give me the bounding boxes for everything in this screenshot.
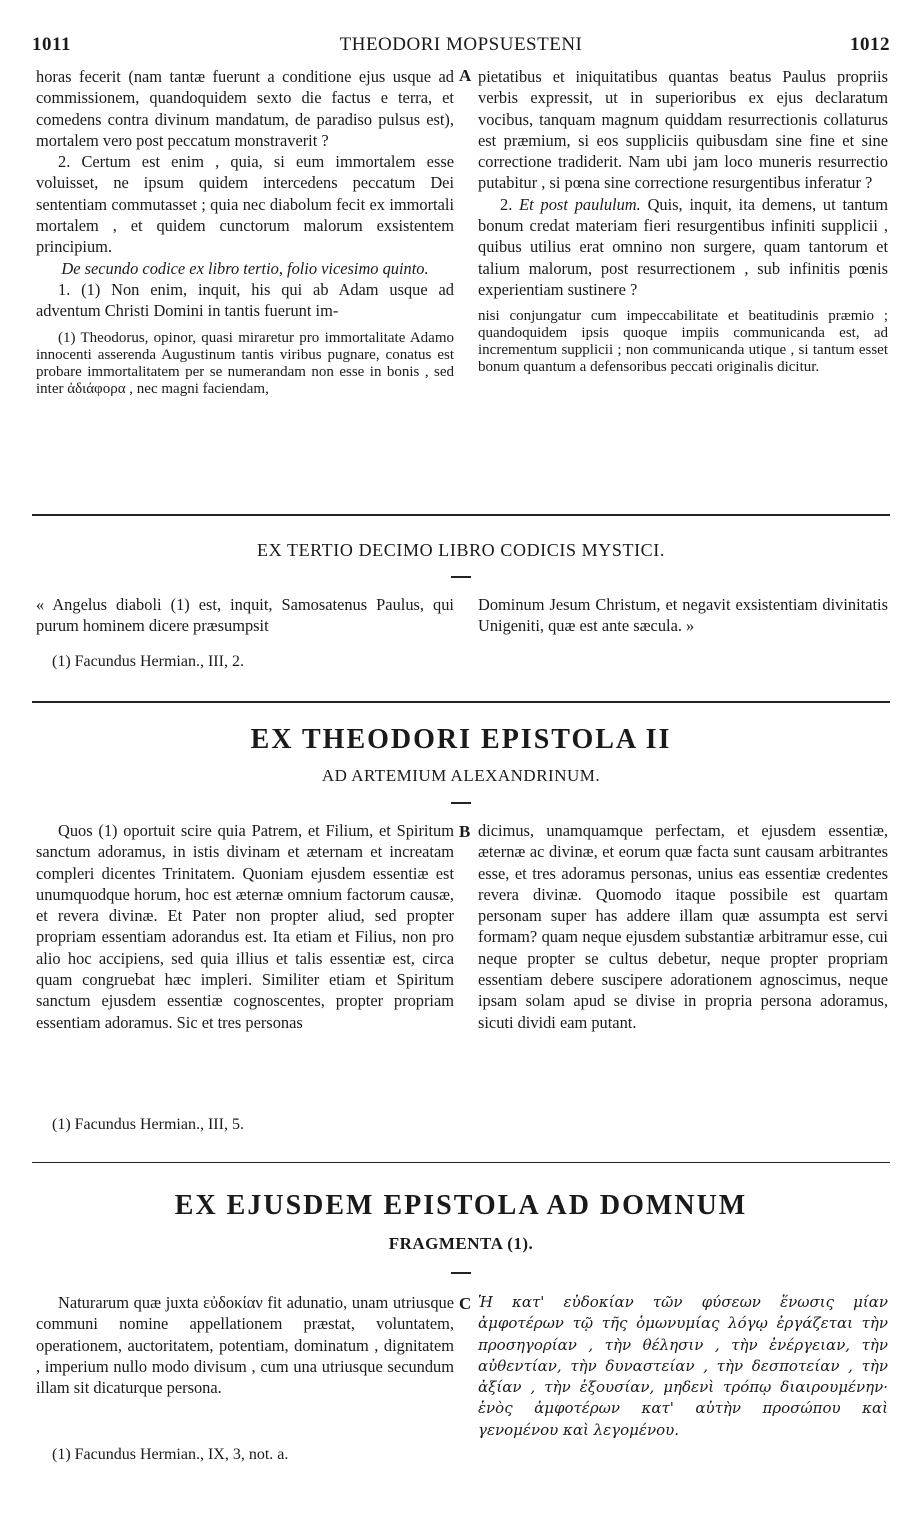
section4-greek-text: Ἡ κατ' εὐδοκίαν τῶν φύσεων ἕνωσις μίαν ἀμφοτέρων τῷ τῆς ὁμωνυμίας λόγῳ ἐργάζεται τὴν προσηγορίαν , τὴν θέλησιν , τὴν ἐνέργειαν, τὴν αὐθεντίαν, τὴν δυναστείαν , τὴν δεσποτείαν , τὴν ἀξίαν , τὴν ἐξουσίαν, μηδενὶ τρόπῳ διαιρουμένην· ἑνὸς ἀμφοτέρων κατ' αὐτὴν προσώπου καὶ γενομένου καὶ λεγομένου. xyxy=(478,1293,888,1439)
section1-left-paragraph-2: 2. Certum est enim , quia, si eum immortalem esse voluisset, ne ipsum quidem intercedens peccatum Dei sententiam commutasset ; quia nec diabolum fecit ex immortali mortalem , et quidem cunctorum malorum exsistentem principium. xyxy=(36,152,454,257)
left-page-number: 1011 xyxy=(32,34,71,55)
section3-right-text: dicimus, unamquamque perfectam, et ejusdem essentiæ, æternæ ac divinæ, et eorum quæ facta sunt causam arbitrantes esse, et tres adoramus personas, unius eas essentiæ credentes revera divinæ. Quomodo itaque possibile est quartam personam super has addere illam quæ assumpta est servi formam? quam neque ejusdem substantiæ arbitramur esse, cui neque propter se cultus debetur, neque propter propriam essentiam debere suscipere adorationem agnoscimus, neque ipsam solam apud se divise in propria persona adoramus, sicuti dividi eam putant. xyxy=(478,821,888,1032)
section3-title: EX THEODORI EPISTOLA II xyxy=(250,724,672,755)
section4-left-text: Naturarum quæ juxta εὐδοκίαν fit adunatio, unam utriusque communi nomine appellationem præstat, voluntatem, operationem, auctoritatem, potentiam, dominatum , dignitatem , imperium nullo modo divisum , cum una utriusque secundum illam sit dicaturque persona. xyxy=(36,1293,454,1398)
section3-right-column xyxy=(478,820,888,1033)
right-page-number: 1012 xyxy=(850,34,890,55)
section1-right-number: 2. xyxy=(500,194,520,214)
running-title: THEODORI MOPSUESTENI xyxy=(339,34,583,55)
section-divider-3 xyxy=(32,1162,890,1163)
section3-footnote: (1) Facundus Hermian., III, 5. xyxy=(52,1116,244,1133)
section2-footnote: (1) Facundus Hermian., III, 2. xyxy=(52,653,244,670)
section2-title: EX TERTIO DECIMO LIBRO CODICIS MYSTICI. xyxy=(257,540,665,560)
section4-marker: C xyxy=(459,1294,472,1313)
section3-left-column xyxy=(36,820,454,1033)
section1-left-note: (1) Theodorus, opinor, quasi miraretur pro immortalitate Adamo innocenti asserenda Augustinum tantis viribus pugnare, conatus est probare immortalitatem per se numerandam non esse in bonis , sed inter ἀδιάφορα , nec magni faciendam, xyxy=(36,329,454,397)
section1-right-text: Quis, inquit, ita demens, ut tantum bonum credat materiam fieri resurgentibus infiniti supplicii , quibus utilius erat omnino non surgere, quam tantorum et talium malorum, post resurrectionem , sub infinitis pœnis experientiam sustinere ? xyxy=(478,194,888,299)
section1-left-column xyxy=(36,66,454,398)
section3-marker: B xyxy=(459,822,471,841)
section1-right-paragraph-2 xyxy=(478,194,888,300)
section1-right-note: nisi conjungatur cum impeccabilitate et beatitudinis præmio ; quandoquidem ipsis quoque impiis communicanda est, ad incrementum supplicii ; non communicanda utique , si tantum esset bonum quantum a defensoribus peccati originalis dicitur. xyxy=(478,308,888,376)
section1-left-paragraph-1: horas fecerit (nam tantæ fuerunt a conditione ejus usque ad commissionem, quandoquidem sexto die factus e terra, et comedens contra divinum mandatum, de paradiso pulsus est), mortalem vero post peccatum monstraverit ? xyxy=(36,67,454,150)
section-divider-2 xyxy=(32,701,890,703)
section2-right-column xyxy=(478,594,888,637)
section4-footnote: (1) Facundus Hermian., IX, 3, not. a. xyxy=(52,1446,289,1463)
section3-subtitle: AD ARTEMIUM ALEXANDRINUM. xyxy=(321,766,601,785)
running-header xyxy=(32,34,890,60)
section1-marker: A xyxy=(459,66,472,85)
section3-left-text: Quos (1) oportuit scire quia Patrem, et Filium, et Spiritum sanctum adoramus, in istis divinam et æternam et increatam compleri dicentes Trinitatem. Quoniam ejusdem essentiæ est unumquodque horum, hoc est æternæ omnium factorum causæ, et revera divinæ. Et Pater non propter aliud, sed propter propriam essentiam adorandus est. Ita etiam et Filius, non pro alio hoc accipiens, sed quia illius et talis essentiæ est, circa quam congruebat hæc impleri. Similiter etiam et Spiritum sanctum ejusdem essentiæ cognoscentes, propter propriam essentiam adoramus. Sic et tres personas xyxy=(36,821,454,1032)
section4-subtitle: FRAGMENTA (1). xyxy=(388,1234,534,1253)
section4-right-column xyxy=(478,1292,888,1441)
section3-title-rule xyxy=(451,802,471,804)
section-divider-1 xyxy=(32,514,890,516)
section1-right-column xyxy=(478,66,888,376)
section1-subheading: De secundo codice ex libro tertio, folio vicesimo quinto. xyxy=(61,258,429,278)
section4-title-rule xyxy=(451,1272,471,1274)
section1-right-italic: Et post paululum. xyxy=(519,194,641,214)
section2-left-text: « Angelus diaboli (1) est, inquit, Samosatenus Paulus, qui purum hominem dicere præsumpsit xyxy=(36,595,454,636)
section4-left-column xyxy=(36,1292,454,1398)
section4-title: EX EJUSDEM EPISTOLA AD DOMNUM xyxy=(174,1190,748,1221)
section2-title-rule xyxy=(451,576,471,578)
section2-right-text: Dominum Jesum Christum, et negavit exsistentiam divinitatis Unigeniti, quæ est ante sæcula. » xyxy=(478,595,888,636)
section2-left-column xyxy=(36,594,454,637)
section1-right-paragraph-1: pietatibus et iniquitatibus quantas beatus Paulus propriis verbis expressit, ut in superioribus ex ejus declaratum vocibus, tanquam magnum quiddam resurrectionis collaturus est præmium, si eos suppliciis quibusdam sine fine et sine correctione tradiderit. Nam ubi jam loco muneris resurrectio putabitur , si pœna sine correctione resurgentibus inferatur ? xyxy=(478,67,888,193)
section1-left-paragraph-3: 1. (1) Non enim, inquit, his qui ab Adam usque ad adventum Christi Domini in tantis fuerunt im- xyxy=(36,279,454,321)
